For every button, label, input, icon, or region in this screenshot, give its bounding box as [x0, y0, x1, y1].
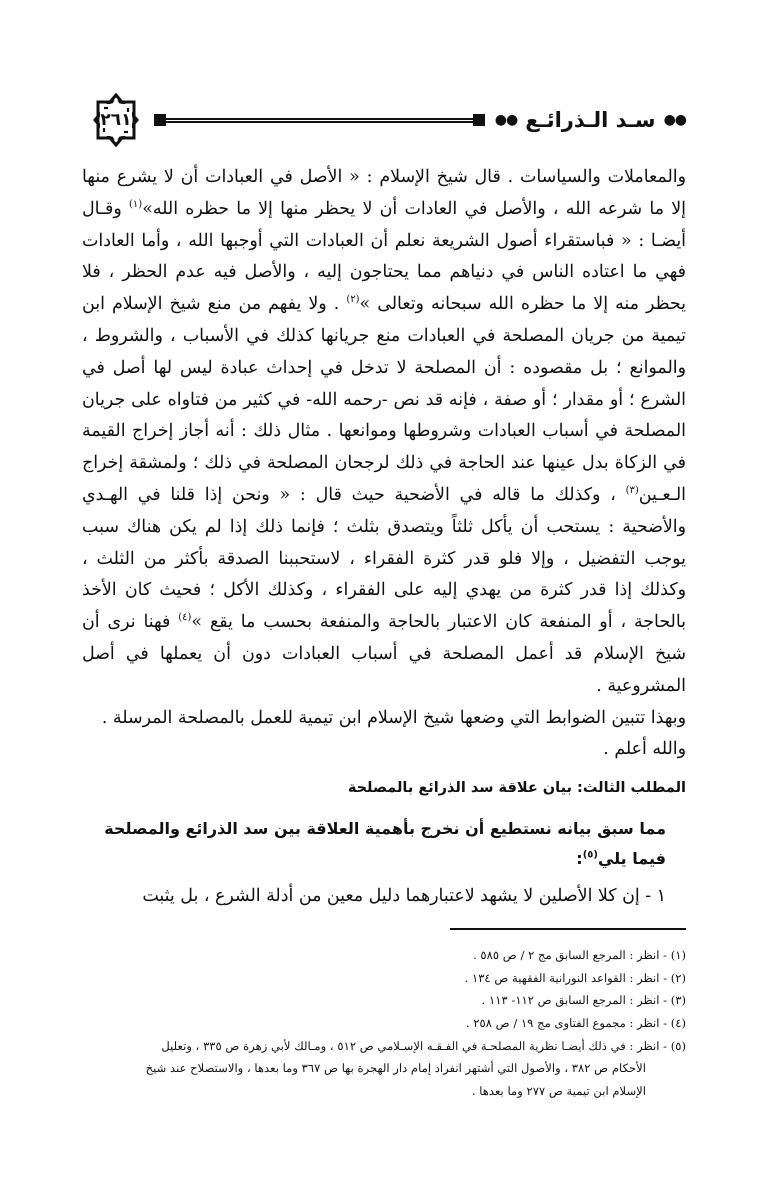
text-segment: والله أعلم . [603, 739, 686, 760]
footnote: (٤) - انظر : مجموع الفتاوى مج ١٩ / ص ٢٥٨ . [465, 1015, 686, 1030]
footnote: (٥) - انظر : في ذلك أيضـا نظرية المصلحـة في الفـقـه الإسـلامي ص ٥١٢ ، ومـالك لأبي زهرة ص ٣٣٥ ، وتعليل [161, 1038, 686, 1053]
footnote-ref[interactable]: (٤) [178, 612, 192, 624]
paragraph [82, 703, 686, 735]
text-segment: وبهذا تتبين الضوابط التي وضعها شيخ الإسلام ابن تيمية للعمل بالمصلحة المرسلة . [101, 707, 686, 728]
footnote: (٣) - انظر : المرجع السابق ص ١١٢- ١١٣ . [481, 993, 686, 1008]
numbered-list-item: ١ - إن كلا الأصلين لا يشهد لاعتبارهما دليل معين من أدلة الشرع ، بل يثبت [142, 886, 666, 907]
lead-text: مما سبق بيانه نستطيع أن نخرج بأهمية العلاقة بين سد الذرائع والمصلحة فيما يلي [104, 819, 666, 869]
header-rule [154, 113, 485, 127]
text-segment: . ولا يفهم من منع شيخ الإسلام ابن تيمية من جريان المصلحة في العبادات منع جريانها كذلك في الأسباب ، والشروط ، والموانع ؛ بل مقصوده : أن المصلحة لا تدخل في إحداث عبادة ليس لها أصل في الشرع ؛ أو مقدار ؛ أو صفة ، فإنه قد نص -رحمه الله- في كثير من فتاواه على جريان المصلحة في أسباب العبادات وشروطها وموانعها . مثال ذلك : أنه أجاز إخراج القيمة في الزكاة بدل عينها عند الحاجة في ذلك لرجحان المصلحة في ذلك ؛ ولمشقة إخراج الـعـين [82, 294, 686, 505]
ornament-dots-icon: ●● [494, 112, 518, 128]
footnote-continuation: الأحكام ص ٣٨٢ ، والأصول التي أشتهر انفراد إمام دار الهجرة بها ص ٣٦٧ وما بعدها ، والاستصلاح عند شيخ [145, 1061, 646, 1076]
running-title [489, 108, 686, 132]
running-title-text: سـد الـذرائـع [525, 108, 656, 132]
footnote-divider [450, 928, 686, 930]
rule-cap-left [154, 114, 166, 126]
book-page [82, 92, 686, 1102]
body-text [82, 162, 686, 766]
text-segment: والمعاملات والسياسات . قال شيخ الإسلام : « الأصل في العبادات أن لا يشرع منها إلا ما شرعه الله ، والأصل في العادات أن لا يحظر منها إلا ما حظره الله» [82, 167, 686, 219]
section-heading: المطلب الثالث: بيان علاقة سد الذرائع بالمصلحة [347, 780, 686, 797]
footnote-continuation: الإسلام ابن تيمية ص ٢٧٧ وما بعدها . [471, 1083, 646, 1098]
text-segment: وقـال أيضـا : « فباستقراء أصول الشريعة نعلم أن العبادات التي أوجبها الله ، وأما العادات فهي ما اعتاده الناس في دنياهم مما يحتاجون إليه ، والأصل فيه عدم الحظر ، فلا يحظر منه إلا ما حظره الله سبحانه وتعالى » [82, 198, 686, 315]
footnote-ref[interactable]: (٢) [346, 294, 360, 306]
footnote: (١) - انظر : المرجع السابق مج ٢ / ص ٥٨٥ . [473, 948, 686, 963]
page-number-badge [82, 92, 150, 148]
ornament-dots-icon: ●● [663, 112, 686, 128]
lead-suffix: : [576, 849, 583, 869]
footnotes [82, 944, 686, 1102]
text-segment: فهنا نرى أن شيخ الإسلام قد أعمل المصلحة في أسباب العبادات دون أن يعملها في أصل المشروعية . [82, 612, 686, 696]
page-header [82, 92, 686, 148]
footnote-ref[interactable]: (٥) [582, 849, 598, 861]
footnote-ref[interactable]: (٣) [625, 485, 639, 497]
text-segment: ، وكذلك ما قاله في الأضحية حيث قال : « ونحن إذا قلنا في الهـدي والأضحية : يستحب أن يأكل ثلثاً ويتصدق بثلث ؛ فإنما ذلك إذا لم يكن هناك سبب يوجب التفضيل ، وإلا فلو قدر كثرة الفقراء ، لاستحببنا الصدقة بأكثر من الثلث ، وكذلك إذا قدر كثرة من يهدي إليه على الفقراء ، وكذلك الأكل ؛ فحيث كان الأخذ بالحاجة ، أو المنفعة كان الاعتبار بالحاجة والمنفعة بحسب ما يقع » [82, 484, 686, 633]
paragraph [82, 734, 686, 766]
paragraph [82, 162, 686, 703]
footnote-ref[interactable]: (١) [129, 199, 143, 210]
rule-line [166, 118, 473, 123]
page-number: ٢٦١ [100, 110, 132, 130]
lead-sentence [82, 814, 686, 874]
footnote: (٢) - انظر : القواعد النورانية الفقهية ص ١٣٤ . [464, 970, 686, 985]
rule-cap-right [473, 114, 485, 126]
